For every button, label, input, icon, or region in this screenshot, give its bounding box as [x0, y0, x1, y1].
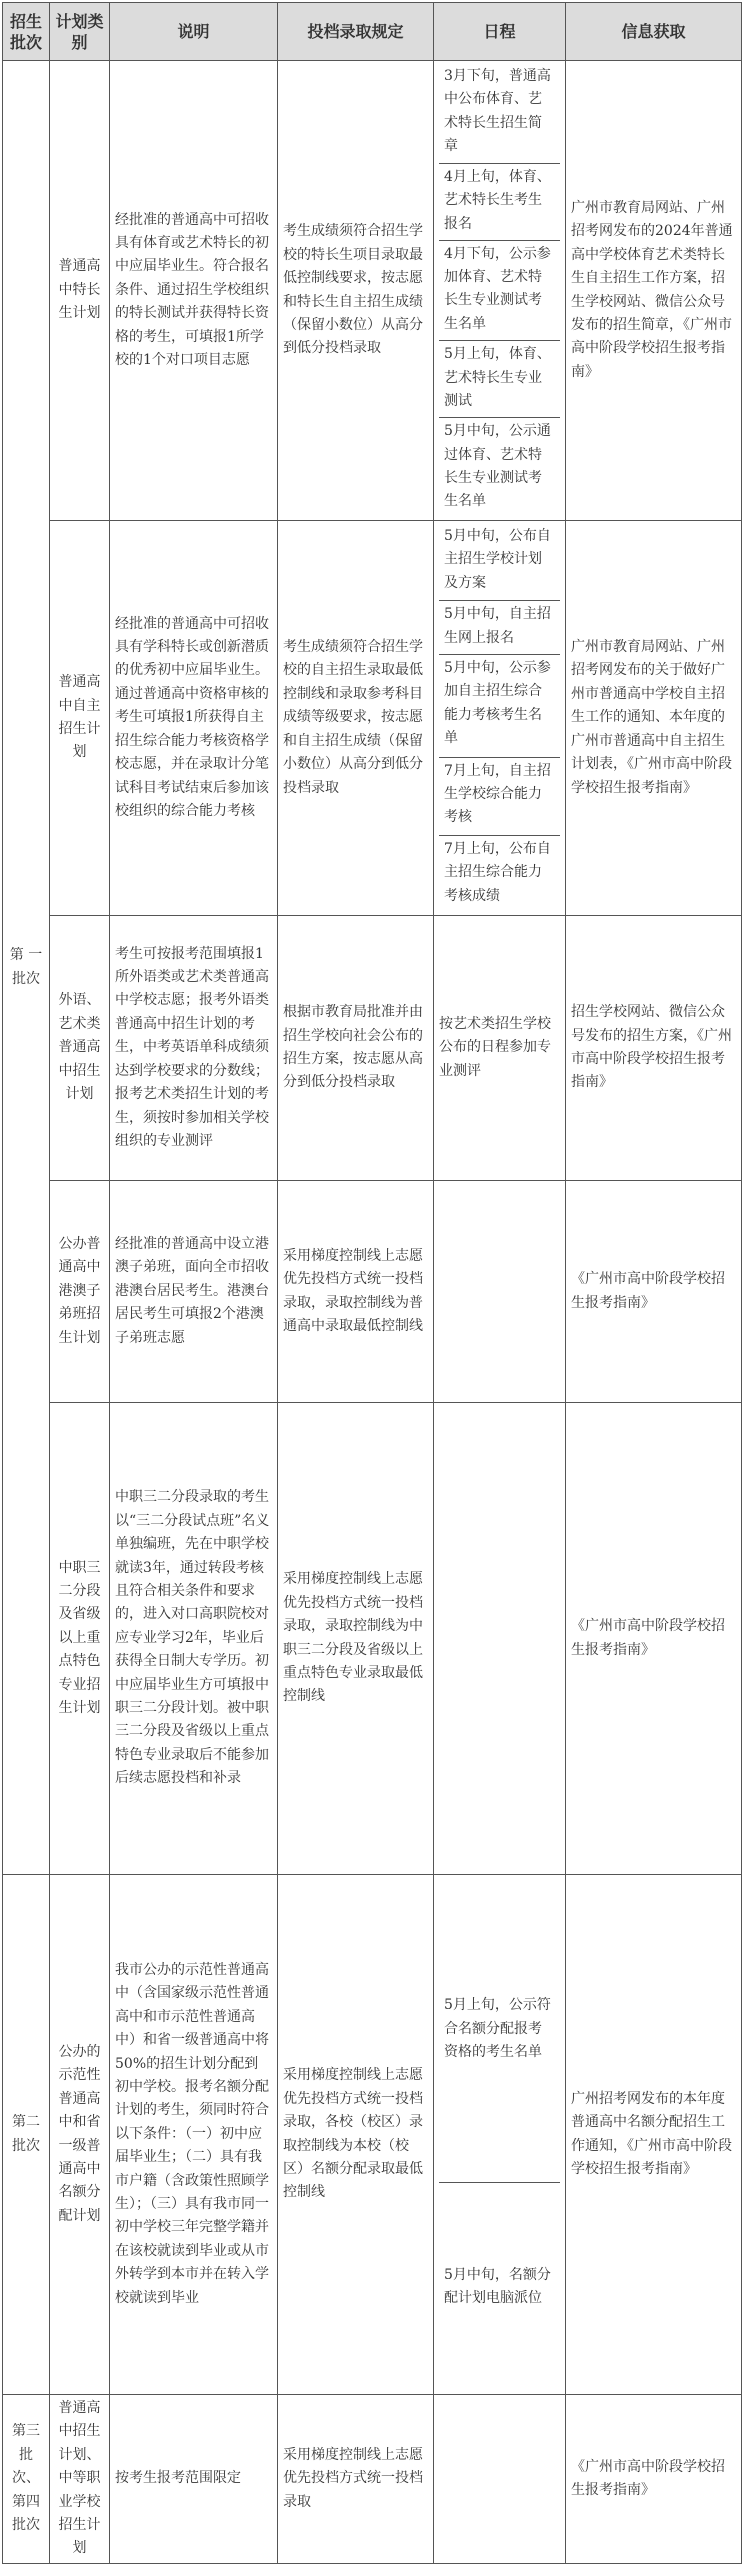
description-cell: 经批准的普通高中设立港澳子弟班，面向全市招收港澳台居民考生。港澳台居民考生可填报2个港澳子弟班志愿 — [110, 1181, 278, 1403]
plan-type-cell: 公办的示范性普通高中和省一级普通高中名额分配计划 — [50, 1875, 110, 2395]
description-cell: 中职三二分段录取的考生以“三二分段试点班”名义单独编班，先在中职学校就读3年，通过转段考核且符合相关条件和要求的，进入对口高职院校对应专业学习2年，毕业后获得全日制大专学历。初中应届毕业生方可填报中职三二分段计划。被中职三二分段及省级以上重点特色专业录取后不能参加后续志愿投档和补录 — [110, 1403, 278, 1875]
schedule-item: 5月中旬，名额分配计划电脑派位 — [444, 2267, 551, 2307]
table-row — [3, 1403, 742, 1875]
table-row — [3, 1181, 742, 1403]
admission-rule-cell: 采用梯度控制线上志愿优先投档方式统一投档录取，录取控制线为普通高中录取最低控制线 — [278, 1181, 434, 1403]
description-cell: 我市公办的示范性普通高中（含国家级示范性普通高中和市示范性普通高中）和省一级普通高中将50%的招生计划分配到初中学校。报考名额分配计划的考生，须同时符合以下条件：（一）初中应届毕业生；（二）具有我市户籍（含政策性照顾学生）；（三）具有我市同一初中学校三年完整学籍并在该校就读到毕业或从市外转学到本市并在转入学校就读到毕业 — [110, 1875, 278, 2395]
schedule-cell — [434, 2395, 566, 2564]
schedule-item: 5月中旬，自主招生网上报名 — [439, 601, 560, 655]
header-row — [3, 3, 742, 61]
admission-rule-cell: 根据市教育局批准并由招生学校向社会公布的招生方案，按志愿从高分到低分投档录取 — [278, 916, 434, 1181]
admission-rule-cell: 考生成绩须符合招生学校的特长生项目录取最低控制线要求，按志愿和特长生自主招生成绩（保留小数位）从高分到低分投档录取 — [278, 61, 434, 521]
info-source-cell: 广州市教育局网站、广州招考网发布的2024年普通高中学校体育艺术类特长生自主招生工作方案，招生学校网站、微信公众号发布的招生简章，《广州市高中阶段学校招生报考指南》 — [566, 61, 742, 521]
table-row — [3, 916, 742, 1181]
schedule-item: 3月下旬，普通高中公布体育、艺术特长生招生简章 — [439, 63, 560, 163]
plan-type-cell: 普通高中招生计划、中等职业学校招生计划 — [50, 2395, 110, 2564]
schedule-item: 7月上旬，公布自主招生综合能力考核成绩 — [444, 840, 551, 904]
plan-type-cell: 公办普通高中港澳子弟班招生计划 — [50, 1181, 110, 1403]
header-admission-rule: 投档录取规定 — [278, 3, 434, 61]
schedule-item: 7月上旬，自主招生学校综合能力考核 — [439, 757, 560, 835]
description-cell: 考生可按报考范围填报1所外语类或艺术类普通高中学校志愿；报考外语类普通高中招生计划的考生，中考英语单科成绩须达到学校要求的分数线；报考艺术类招生计划的考生，须按时参加相关学校组织的专业测评 — [110, 916, 278, 1181]
schedule-cell — [434, 1875, 566, 2395]
header-batch: 招生批次 — [3, 3, 50, 61]
batch-cell: 第三 批次、第四批次 — [3, 2395, 50, 2564]
admission-rule-cell: 采用梯度控制线上志愿优先投档方式统一投档录取 — [278, 2395, 434, 2564]
plan-type-cell: 普通高中自主招生计划 — [50, 521, 110, 916]
plan-type-cell: 中职三二分段及省级以上重点特色专业招生计划 — [50, 1403, 110, 1875]
admission-rule-cell: 采用梯度控制线上志愿优先投档方式统一投档录取，各校（校区）录取控制线为本校（校区）名额分配录取最低控制线 — [278, 1875, 434, 2395]
schedule-item: 4月下旬，公示参加体育、艺术特长生专业测试考生名单 — [439, 240, 560, 341]
schedule-item: 5月上旬，公示符合名额分配报考资格的考生名单 — [439, 1877, 560, 2182]
table-row — [3, 61, 742, 521]
admission-rule-cell: 考生成绩须符合招生学校的自主招生录取最低控制线和录取参考科目成绩等级要求，按志愿和自主招生成绩（保留小数位）从高分到低分投档录取 — [278, 521, 434, 916]
schedule-item: 4月上旬，体育、艺术特长生考生报名 — [439, 163, 560, 240]
info-source-cell: 招生学校网站、微信公众号发布的招生方案，《广州市高中阶段学校招生报考指南》 — [566, 916, 742, 1181]
schedule-item: 5月中旬，公示参加自主招生综合能力考核考生名单 — [439, 655, 560, 758]
info-source-cell: 广州招考网发布的本年度普通高中名额分配招生工作通知，《广州市高中阶段学校招生报考指南》 — [566, 1875, 742, 2395]
schedule-cell — [434, 61, 566, 521]
info-source-cell: 《广州市高中阶段学校招生报考指南》 — [566, 1181, 742, 1403]
info-source-cell: 《广州市高中阶段学校招生报考指南》 — [566, 1403, 742, 1875]
description-cell: 经批准的普通高中可招收具有学科特长或创新潜质的优秀初中应届毕业生。通过普通高中资格审核的考生可填报1所获得自主招生综合能力考核资格学校志愿，并在录取计分笔试科目考试结束后参加该校组织的综合能力考核 — [110, 521, 278, 916]
admission-rule-cell: 采用梯度控制线上志愿优先投档方式统一投档录取，录取控制线为中职三二分段及省级以上重点特色专业录取最低控制线 — [278, 1403, 434, 1875]
schedule-item: 5月中旬，公布自主招生学校计划及方案 — [439, 523, 560, 601]
batch-cell: 第二 批次 — [3, 1875, 50, 2395]
header-plan-type: 计划类别 — [50, 3, 110, 61]
header-description: 说明 — [110, 3, 278, 61]
schedule-cell — [434, 1181, 566, 1403]
info-source-cell: 《广州市高中阶段学校招生报考指南》 — [566, 2395, 742, 2564]
description-cell: 经批准的普通高中可招收具有体育或艺术特长的初中应届毕业生。符合报名条件、通过招生学校组织的特长测试并获得特长资格的考生，可填报1所学校的1个对口项目志愿 — [110, 61, 278, 521]
plan-type-cell: 普通高中特长生计划 — [50, 61, 110, 521]
description-cell: 按考生报考范围限定 — [110, 2395, 278, 2564]
table-row — [3, 1875, 742, 2395]
plan-type-cell: 外语、艺术类普通高中招生计划 — [50, 916, 110, 1181]
schedule-cell — [434, 1403, 566, 1875]
schedule-item: 5月上旬，体育、艺术特长生专业测试 — [439, 341, 560, 418]
header-schedule: 日程 — [434, 3, 566, 61]
batch-cell: 第 一 批次 — [3, 61, 50, 1875]
schedule-cell: 按艺术类招生学校公布的日程参加专业测评 — [434, 916, 566, 1181]
schedule-item: 5月中旬，公示通过体育、艺术特长生专业测试考生名单 — [444, 423, 551, 510]
table-row — [3, 2395, 742, 2564]
table-row — [3, 521, 742, 916]
schedule-cell — [434, 521, 566, 916]
info-source-cell: 广州市教育局网站、广州招考网发布的关于做好广州市普通高中学校自主招生工作的通知、本年度的广州市普通高中自主招生计划表，《广州市高中阶段学校招生报考指南》 — [566, 521, 742, 916]
header-info-source: 信息获取 — [566, 3, 742, 61]
admission-table — [2, 2, 742, 2564]
